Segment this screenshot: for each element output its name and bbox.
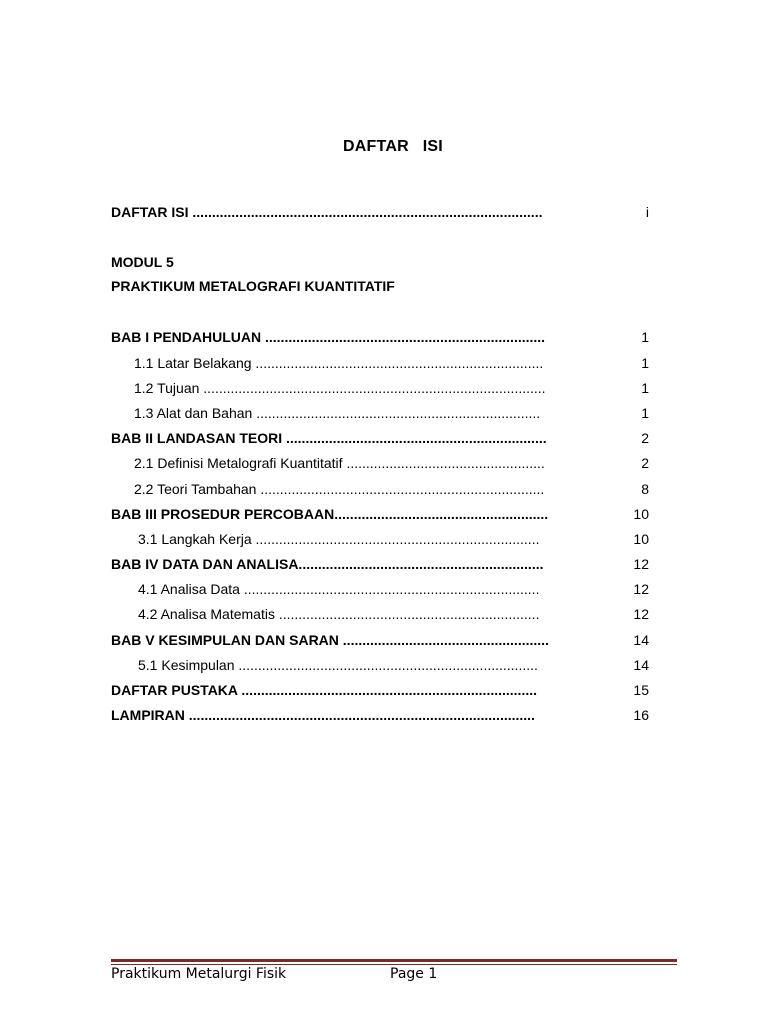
toc-entry-text: BAB III PROSEDUR PERCOBAAN....................................................... [111, 506, 549, 522]
toc-entry-daftar-pustaka [111, 681, 649, 699]
footer-rule [111, 959, 677, 962]
toc-subentry-4-2 [138, 605, 649, 623]
toc-entry-bab-5 [111, 631, 649, 649]
toc-subentry-1-1 [134, 354, 649, 372]
toc-subentry-3-1 [138, 530, 649, 548]
toc-entry-lampiran [111, 706, 649, 724]
toc-entry-text: 4.2 Analisa Matematis ................................................................... [138, 606, 540, 622]
toc-page-number: i [645, 204, 649, 220]
toc-entry-text: BAB I PENDAHULUAN ........................................................................ [111, 329, 546, 345]
toc-entry-text: DAFTAR ISI .......................................................................................... [111, 204, 543, 220]
toc-subentry-2-1 [134, 454, 649, 472]
toc-entry-bab-3 [111, 505, 649, 523]
toc-page-number: 1 [641, 329, 649, 345]
toc-entry-text: 1.1 Latar Belakang .......................................................................... [134, 355, 544, 371]
toc-page-number: 16 [633, 707, 649, 723]
toc-page-number: 10 [633, 506, 649, 522]
toc-page-number: 1 [641, 405, 649, 421]
toc-page-number: 2 [641, 455, 649, 471]
toc-entry-text: LAMPIRAN ......................................................................................... [111, 707, 535, 723]
toc-entry-bab-1 [111, 328, 649, 346]
toc-entry-bab-4 [111, 555, 649, 573]
toc-page-number: 1 [641, 355, 649, 371]
toc-page-number: 15 [633, 682, 649, 698]
toc-entry-text: 1.2 Tujuan ........................................................................................ [134, 380, 546, 396]
toc-entry-bab-2 [111, 429, 649, 447]
toc-entry-daftar-isi [111, 203, 649, 221]
toc-entry-text: BAB IV DATA DAN ANALISA............................................................... [111, 556, 544, 572]
page-title: DAFTAR ISI [343, 138, 443, 155]
toc-page-number: 2 [641, 430, 649, 446]
footer-rule-thin [111, 964, 677, 965]
toc-entry-text: BAB II LANDASAN TEORI ................................................................... [111, 430, 547, 446]
toc-subentry-4-1 [138, 580, 649, 598]
toc-entry-text: 1.3 Alat dan Bahan ......................................................................... [134, 405, 541, 421]
toc-page-number: 14 [633, 632, 649, 648]
toc-entry-text: DAFTAR PUSTAKA ............................................................................ [111, 682, 538, 698]
toc-page-number: 12 [633, 606, 649, 622]
module-number: MODUL 5 [111, 254, 174, 270]
toc-entry-text: 2.1 Definisi Metalografi Kuantitatif ................................................... [134, 455, 545, 471]
footer-page-number: Page 1 [390, 966, 438, 982]
toc-entry-text: 4.1 Analisa Data ............................................................................ [138, 581, 540, 597]
toc-entry-text: 3.1 Langkah Kerja ......................................................................... [138, 531, 540, 547]
toc-page-number: 10 [633, 531, 649, 547]
footer-course-title: Praktikum Metalurgi Fisik [111, 966, 287, 982]
toc-subentry-1-2 [134, 379, 649, 397]
toc-page-number: 1 [641, 380, 649, 396]
toc-subentry-5-1 [138, 656, 649, 674]
toc-page-number: 12 [633, 556, 649, 572]
toc-subentry-1-3 [134, 404, 649, 422]
toc-entry-text: 5.1 Kesimpulan ............................................................................. [138, 657, 538, 673]
toc-page-number: 14 [633, 657, 649, 673]
toc-subentry-2-2 [134, 480, 649, 498]
module-name: PRAKTIKUM METALOGRAFI KUANTITATIF [111, 278, 395, 294]
toc-entry-text: BAB V KESIMPULAN DAN SARAN ..................................................... [111, 632, 549, 648]
toc-page-number: 8 [641, 481, 649, 497]
toc-page-number: 12 [633, 581, 649, 597]
toc-entry-text: 2.2 Teori Tambahan ......................................................................... [134, 481, 545, 497]
